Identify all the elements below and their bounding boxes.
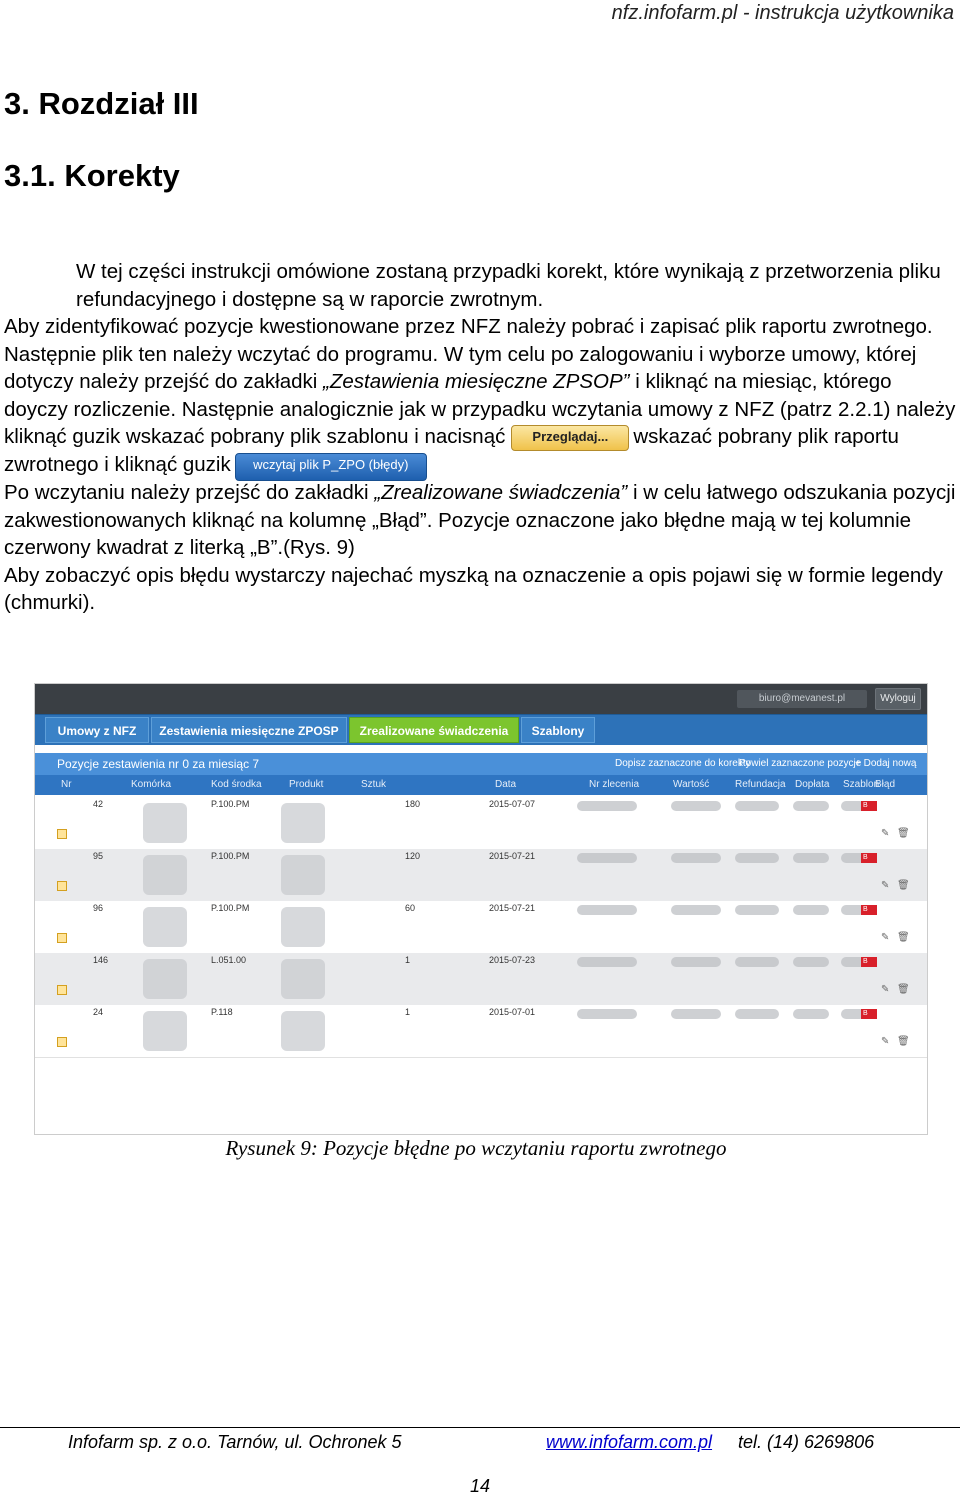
panel-title: Pozycje zestawienia nr 0 za miesiąc 7 (57, 757, 260, 771)
row-checkbox (57, 933, 67, 943)
table-row (35, 1005, 927, 1058)
panel-action-add: + Dodaj nową (855, 758, 917, 769)
paragraph-2: Aby zidentyfikować pozycje kwestionowane przez NFZ należy pobrać i zapisać plik raportu zwrotnego. Następnie plik ten należy wczytać do programu. W tym celu po zalogowaniu i wyborze umowy, której dotyczy należy przejść do zakładki „Zestawienia miesięczne ZPSOP” i kliknąć na miesiąc, którego doyczy rozliczenie. Następnie analogicznie jak w przypadku wczytania umowy z NFZ (patrz 2.2.1) należy kliknąć guzik wskazać pobrany plik szablonu i nacisnąć Przeglądaj... wskazać pobrany plik raportu zwrotnego i kliknąć guzik wczytaj plik P_ZPO (błędy) (4, 313, 956, 479)
cell-nr: 95 (93, 851, 104, 861)
error-badge: B (861, 1009, 877, 1019)
blurred-doplata (793, 1009, 829, 1019)
table-row (35, 849, 927, 902)
table-header (35, 775, 927, 795)
cell-data: 2015-07-07 (489, 799, 536, 809)
cell-sztuk: 180 (405, 799, 421, 809)
blurred-produkt (281, 907, 325, 947)
panel-action-correct: Dopisz zaznaczone do korekty (615, 758, 751, 769)
col-nr: Nr (61, 779, 72, 790)
paragraph-1: W tej części instrukcji omówione zostaną przypadki korekt, które wynikają z przetworzenia pliku refundacyjnego i dostępne są w raporcie zwrotnym. (76, 260, 941, 311)
delete-icon: 🗑 (897, 828, 910, 839)
col-doplata: Dopłata (795, 779, 830, 790)
edit-icon: ✎ (881, 828, 890, 839)
blurred-wartosc (671, 957, 721, 967)
blurred-produkt (281, 803, 325, 843)
footer-phone: tel. (14) 6269806 (738, 1432, 875, 1452)
row-checkbox (57, 1037, 67, 1047)
col-wartosc: Wartość (673, 779, 710, 790)
blurred-wartosc (671, 905, 721, 915)
cell-nr: 42 (93, 799, 104, 809)
app-nav (35, 714, 927, 745)
delete-icon: 🗑 (897, 932, 910, 943)
table-row (35, 901, 927, 954)
row-checkbox (57, 829, 67, 839)
panel-header (35, 753, 927, 775)
cell-kod: P.100.PM (211, 799, 250, 809)
blurred-produkt (281, 855, 325, 895)
table-body (35, 795, 927, 1135)
blurred-refundacja (735, 853, 779, 863)
running-header: nfz.infofarm.pl - instrukcja użytkownika (611, 2, 954, 24)
blurred-nr-zlecenia (577, 1009, 637, 1019)
delete-icon: 🗑 (897, 1036, 910, 1047)
cell-data: 2015-07-21 (489, 851, 536, 861)
tab-zrealizowane: Zrealizowane świadczenia (349, 717, 519, 743)
error-badge: B (861, 957, 877, 967)
cell-sztuk: 120 (405, 851, 421, 861)
blurred-refundacja (735, 957, 779, 967)
blurred-refundacja (735, 1009, 779, 1019)
cell-kod: L.051.00 (211, 955, 247, 965)
edit-icon: ✎ (881, 880, 890, 891)
table-row (35, 953, 927, 1006)
blurred-produkt (281, 1011, 325, 1051)
col-komorka: Komórka (131, 779, 172, 790)
error-badge: B (861, 853, 877, 863)
cell-nr: 24 (93, 1007, 104, 1017)
blurred-doplata (793, 905, 829, 915)
footer-rule (0, 1427, 960, 1428)
col-sztuk: Sztuk (361, 779, 387, 790)
cell-nr: 96 (93, 903, 104, 913)
cell-sztuk: 60 (405, 903, 416, 913)
edit-icon: ✎ (881, 1036, 890, 1047)
blurred-wartosc (671, 853, 721, 863)
col-nr-zlecenia: Nr zlecenia (589, 779, 640, 790)
cell-kod: P.100.PM (211, 903, 250, 913)
body-text (4, 258, 956, 617)
tab-zestawienia: Zestawienia miesięczne ZPOSP (151, 717, 347, 743)
section-heading: 3.1. Korekty (4, 158, 180, 193)
blurred-komorka (143, 855, 187, 895)
blurred-komorka (143, 959, 187, 999)
col-data: Data (495, 779, 517, 790)
blurred-nr-zlecenia (577, 957, 637, 967)
paragraph-4: Aby zobaczyć opis błędu wystarczy najechać myszką na oznaczenie a opis pojawi się w formie legendy (chmurki). (4, 563, 943, 615)
tab-szablony: Szablony (521, 717, 595, 743)
delete-icon: 🗑 (897, 984, 910, 995)
col-szablon: Szablon (843, 779, 880, 790)
blurred-doplata (793, 801, 829, 811)
blurred-doplata (793, 957, 829, 967)
blurred-wartosc (671, 1009, 721, 1019)
cell-data: 2015-07-01 (489, 1007, 536, 1017)
chapter-heading: 3. Rozdział III (4, 86, 199, 121)
col-kod: Kod środka (211, 779, 262, 790)
logout-button: Wyloguj (875, 688, 921, 710)
footer-company: Infofarm sp. z o.o. Tarnów, ul. Ochronek 5 (68, 1432, 402, 1452)
blurred-refundacja (735, 905, 779, 915)
error-badge: B (861, 905, 877, 915)
cell-nr: 146 (93, 955, 109, 965)
cell-kod: P.100.PM (211, 851, 250, 861)
footer-website[interactable]: www.infofarm.com.pl (546, 1432, 713, 1452)
page-number: 14 (470, 1476, 491, 1496)
blurred-nr-zlecenia (577, 801, 637, 811)
user-email: biuro@mevanest.pl (737, 690, 867, 708)
blurred-komorka (143, 803, 187, 843)
edit-icon: ✎ (881, 932, 890, 943)
error-badge: B (861, 801, 877, 811)
col-produkt: Produkt (289, 779, 324, 790)
tab-umowy: Umowy z NFZ (45, 717, 149, 743)
blurred-komorka (143, 1011, 187, 1051)
figure-caption: Rysunek 9: Pozycje błędne po wczytaniu raportu zwrotnego (225, 1136, 727, 1160)
load-errors-button-image: wczytaj plik P_ZPO (błędy) (235, 453, 427, 481)
col-blad: Błąd (875, 779, 896, 790)
blurred-nr-zlecenia (577, 905, 637, 915)
row-checkbox (57, 881, 67, 891)
table-row (35, 797, 927, 850)
cell-data: 2015-07-21 (489, 903, 536, 913)
edit-icon: ✎ (881, 984, 890, 995)
col-refundacja: Refundacja (735, 779, 786, 790)
blurred-produkt (281, 959, 325, 999)
browse-button-image: Przeglądaj... (511, 425, 629, 451)
blurred-refundacja (735, 801, 779, 811)
paragraph-3: Po wczytaniu należy przejść do zakładki „Zrealizowane świadczenia” i w celu łatwego odszukania pozycji zakwestionowanych kliknąć na kolumnę „Błąd”. Pozycje oznaczone jako błędne mają w tej kolumnie czerwony kwadrat z literką „B”.(Rys. 9) (4, 481, 956, 560)
row-checkbox (57, 985, 67, 995)
app-screenshot (34, 683, 928, 1135)
cell-kod: P.118 (211, 1007, 233, 1017)
cell-sztuk: 1 (405, 1007, 411, 1017)
blurred-komorka (143, 907, 187, 947)
app-topbar (35, 684, 927, 714)
panel-action-duplicate: Powiel zaznaczone pozycje (739, 758, 862, 769)
blurred-wartosc (671, 801, 721, 811)
blurred-doplata (793, 853, 829, 863)
cell-sztuk: 1 (405, 955, 411, 965)
blurred-nr-zlecenia (577, 853, 637, 863)
cell-data: 2015-07-23 (489, 955, 536, 965)
delete-icon: 🗑 (897, 880, 910, 891)
